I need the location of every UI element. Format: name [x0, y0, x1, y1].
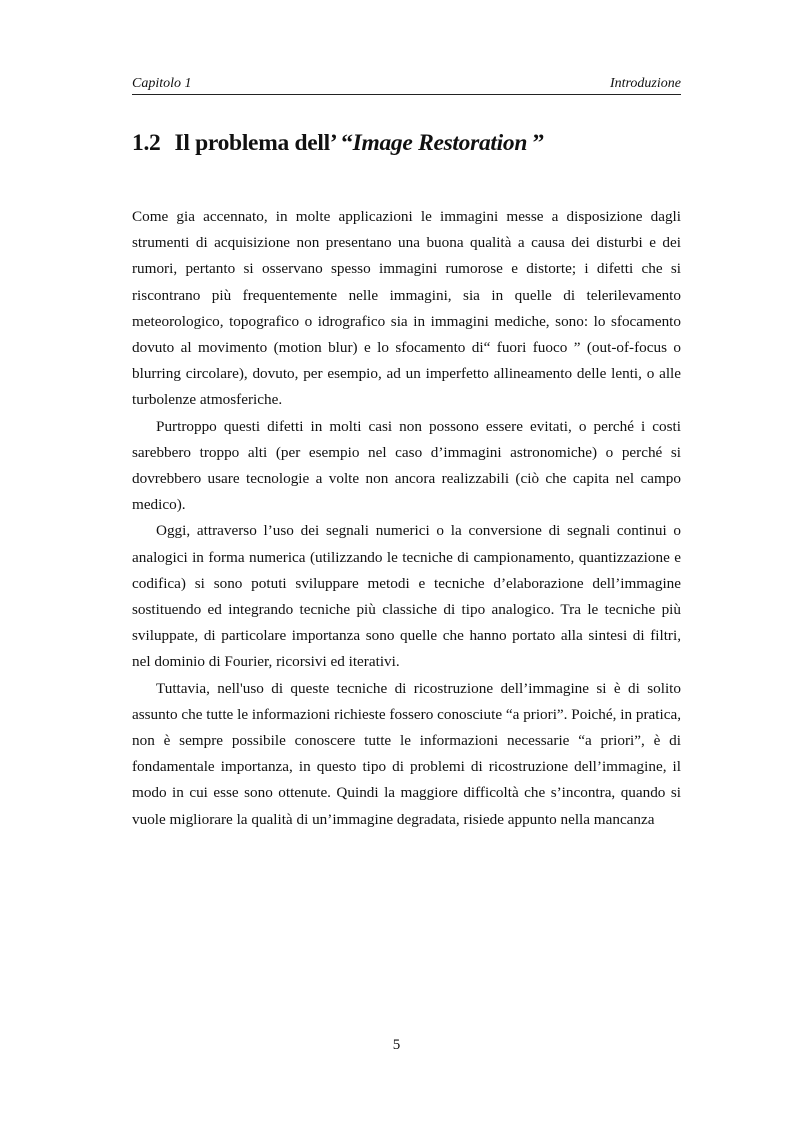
paragraph-3: Oggi, attraverso l’uso dei segnali numerici o la conversione di segnali continui o analogici in forma numerica (utilizzando le tecniche di campionamento, quantizzazione e codifica) si sono potuti sviluppare metodi e tecniche d’elaborazione dell’immagine sostituendo ed integrando tecniche più classiche di tipo analogico. Tra le tecniche più sviluppate, di particolare importanza sono quelle che hanno portato alla sintesi di filtri, nel dominio di Fourier, ricorsivi ed iterativi. [132, 522, 681, 671]
page-number: 5 [392, 1037, 401, 1053]
section-number: 1.2 [132, 130, 161, 156]
header-chapter: Capitolo 1 [132, 76, 192, 91]
section-heading [132, 130, 681, 157]
running-header [132, 74, 681, 95]
paragraph-1: Come gia accennato, in molte applicazioni le immagini messe a disposizione dagli strumenti di acquisizione non presentano una buona qualità a causa dei disturbi e dei rumori, pertanto si osservano spesso immagini rumorose e distorte; i difetti che si riscontrano più frequentemente nelle immagini, sia in quelle di telerilevamento meteorologico, topografico o idrografico sia in immagini mediche, sono: lo sfocamento dovuto al movimento (motion blur) e lo sfocamento di“ fuori fuoco ” (out-of-focus o blurring circolare), dovuto, per esempio, ad un imperfetto allineamento delle lenti, o alle turbolenze atmosferiche. [132, 208, 681, 409]
paragraph-4: Tuttavia, nell'uso di queste tecniche di ricostruzione dell’immagine si è di solito assunto che tutte le informazioni richieste fossero conosciute “a priori”. Poiché, in pratica, non è sempre possibile conoscere tutte le informazioni necessarie “a priori”, è di fondamentale importanza, in questo tipo di problemi di ricostruzione dell’immagine, il modo in cui esse sono ottenute. Quindi la maggiore difficoltà che s’incontra, quando si vuole migliorare la qualità di un’immagine degradata, risiede appunto nella mancanza [132, 679, 681, 828]
section-title-italic: Image Restoration [352, 130, 528, 156]
section-title-suffix: ” [527, 130, 545, 156]
body-text [132, 204, 681, 833]
section-title-prefix: Il problema dell’ “ [174, 130, 353, 156]
paragraph-2: Purtroppo questi difetti in molti casi non possono essere evitati, o perché i costi sarebbero troppo alti (per esempio nel caso d’immagini astronomiche) o perché si dovrebbero usare tecnologie a volte non ancora realizzabili (ciò che capita nel campo medico). [132, 417, 681, 514]
header-section-name: Introduzione [609, 76, 681, 91]
